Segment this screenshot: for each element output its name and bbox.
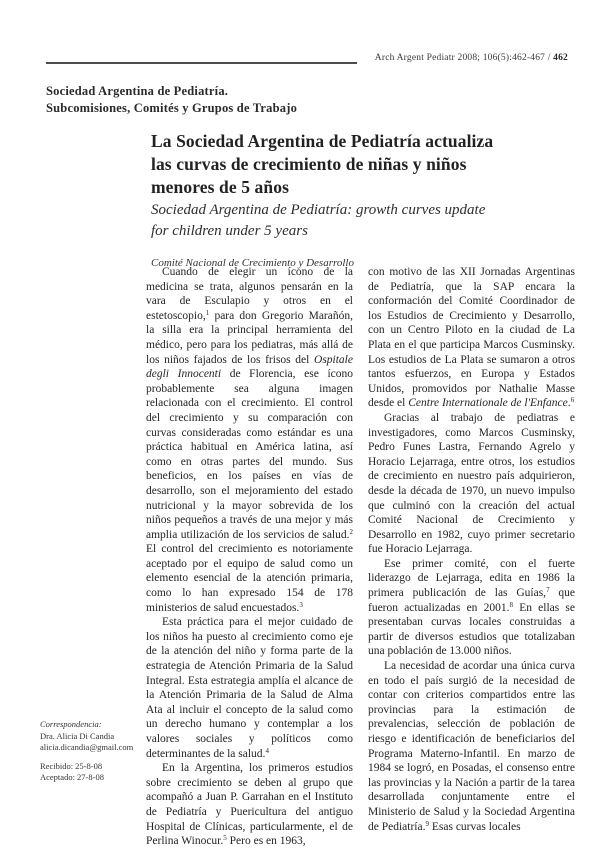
- header-rule: [46, 62, 357, 64]
- author-byline: Comité Nacional de Crecimiento y Desarrollo: [151, 257, 354, 269]
- section-subheading: Subcomisiones, Comités y Grupos de Trabajo: [46, 101, 298, 115]
- paragraph: Gracias al trabajo de pediatras e investigadores, como Marcos Cusminsky, Pedro Funes Lastra, Fernando Agrelo y Horacio Lejarraga, entre otros, los estudios de crecimiento en nuestro país adquirieron, desde la década de 1970, un nuevo impulso que culminó con la creación del actual Comité Nacional de Crecimiento y Desarrollo en 1982, cuyo primer secretario fue Horacio Lejarraga.: [368, 411, 575, 556]
- text-line: La Sociedad Argentina de Pediatría actualiza: [151, 131, 494, 151]
- footnote-reference: 2: [349, 527, 353, 536]
- paragraph: En la Argentina, los primeros estudios sobre crecimiento se deben al grupo que acompañó a Juan P. Garrahan en el Instituto de Pediatría y Puericultura del antiguo Hospital de Clínicas, particularmente, el de Perlina Winocur.$^5$ Pero es en 1963,: [146, 762, 353, 848]
- text-line: Sociedad Argentina de Pediatría: growth curves update: [151, 202, 486, 218]
- article-title-spanish: [151, 130, 591, 199]
- footnote-reference: 3: [299, 600, 303, 609]
- paragraph: Ese primer comité, con el fuerte liderazgo de Lejarraga, edita en 1986 la primera publicación de las Guías,$^7$ que fueron actualizadas en 2001.$^8$ En ellas se presentaban curvas locales construidas a partir de diversos estudios que totalizaban una población de 13.000 niños.: [368, 557, 575, 658]
- correspondence-label: Correspondencia:: [40, 719, 102, 729]
- footnote-reference: 1: [205, 308, 210, 317]
- footnote-reference: 5: [223, 834, 227, 843]
- paragraph: con motivo de las XII Jornadas Argentinas de Pediatría, que la SAP encara la conformación del Comité Coordinador de los Estudios de Crecimiento y Desarrollo, con un Centro Piloto en la ciudad de La Plata en el que participa Marcos Cusminsky. Los estudios de La Plata se sumaron a otros tantos esfuerzos, en Europa y Estados Unidos, promovidos por Nathalie Masse desde el Centre Internationale de l'Enfance.$^6$: [368, 266, 575, 410]
- section-heading: [46, 83, 297, 117]
- text-line: for children under 5 years: [151, 223, 308, 239]
- text-line: las curvas de crecimiento de niñas y niños: [151, 154, 467, 174]
- page-number: 462: [553, 53, 568, 63]
- footnote-reference: 4: [265, 746, 269, 755]
- dates-block: [40, 761, 146, 784]
- correspondence-name: Dra. Alicia Di Candia: [40, 730, 115, 741]
- journal-ref-text: Arch Argent Pediatr 2008; 106(5):462-467: [374, 53, 546, 63]
- text-line: menores de 5 años: [151, 177, 289, 197]
- correspondence-email: alicia.dicandia@gmail.com: [40, 742, 134, 752]
- journal-citation: [375, 53, 568, 63]
- footnote-reference: 9: [425, 819, 429, 828]
- citation-separator: /: [547, 53, 551, 63]
- body-column-left: [146, 265, 353, 848]
- paragraph: La necesidad de acordar una única curva en todo el país surgió de la necesidad de contar con criterios compartidos entre las provincias para la estimación de prevalencias, selección de población de riesgo e identificación de beneficiarios del Programa Materno-Infantil. En marzo de 1984 se logró, en Posadas, el consenso entre las provincias y la Nación a partir de la tarea desarrollada conjuntamente entre el Ministerio de Salud y la Sociedad Argentina de Pediatría.$^9$ Esas curvas locales: [368, 660, 575, 833]
- margin-notes: [40, 719, 146, 784]
- body-column-right: [368, 265, 575, 834]
- society-name: Sociedad Argentina de Pediatría.: [46, 84, 229, 98]
- paragraph: Esta práctica para el mejor cuidado de los niños ha puesto al crecimiento como eje de la atención del niño y forma parte de la estrategia de Atención Primaria de la Salud Integral. Esta estrategia amplía el alcance de la Atención Primaria de la Salud de Alma Ata al incluir el concepto de la salud como un derecho humano y contemplar a los valores sociales y políticos como determinantes de la salud.$^4$: [146, 616, 353, 760]
- received-date: Recibido: 25-8-08: [40, 760, 103, 771]
- footnote-reference: 8: [509, 600, 513, 609]
- accepted-date: Aceptado: 27-8-08: [40, 772, 104, 782]
- paragraph: Cuando de elegir un ícono de la medicina se trata, algunos pensarán en la vara de Esculapio y otros en el estetoscopio,$^1$ para don Gregorio Marañón, la silla era la principal herramienta del médico, pero para los pediatras, más allá de los niños fajados de los frisos del Ospitale degli Innocenti de Florencia, ese ícono probablemente sea alguna imagen relacionada con el crecimiento. El control del crecimiento y su comparación con curvas consideradas como estándar es una práctica habitual en América latina, así como en otras partes del mundo. Sus beneficios, en los países en vías de desarrollo, son el mejoramiento del estado nutricional y la mayor sobrevida de los niños pequeños a través de una mejor y más amplia utilización de los servicios de salud.$^2$ El control del crecimiento es notoriamente aceptado por el equipo de salud como un elemento esencial de la atención primaria, como lo han expresado 154 de 178 ministerios de salud encuestados.$^3$: [146, 266, 353, 614]
- footnote-reference: 7: [546, 586, 550, 595]
- footnote-reference: 6: [570, 396, 575, 405]
- article-title-english: [151, 200, 591, 242]
- title-block: [151, 130, 591, 269]
